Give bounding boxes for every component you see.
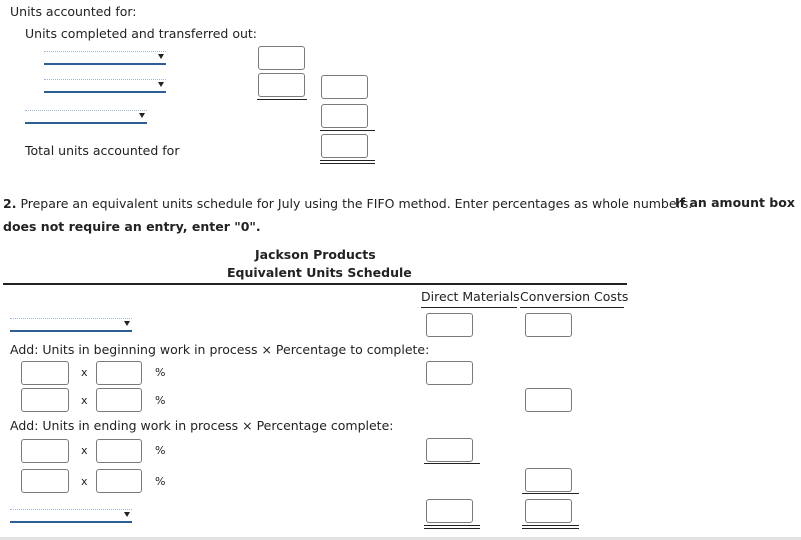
- completed-amount-input-2[interactable]: [258, 73, 305, 97]
- percent-symbol: %: [155, 444, 166, 457]
- ending-units-input-1[interactable]: [21, 439, 69, 463]
- chevron-down-icon: [124, 321, 130, 326]
- times-symbol: x: [81, 475, 88, 488]
- total-units-double-rule: [320, 160, 375, 164]
- completed-category-select-2[interactable]: [44, 79, 166, 93]
- schedule-first-category-select[interactable]: [10, 318, 132, 332]
- chevron-down-icon: [124, 512, 130, 517]
- company-name: Jackson Products: [255, 247, 376, 262]
- part2-instruction-bold: If an amount box does not require an entry, enter "0".: [3, 195, 795, 234]
- first-row-dm-input[interactable]: [426, 313, 473, 337]
- percent-symbol: %: [155, 475, 166, 488]
- total-units-input[interactable]: [321, 134, 368, 158]
- schedule-header-rule: [3, 283, 627, 285]
- column-header-direct-materials: Direct Materials: [421, 289, 520, 304]
- percent-symbol: %: [155, 366, 166, 379]
- ending-cc-input[interactable]: [525, 468, 572, 492]
- total-units-rule: [320, 130, 375, 131]
- part2-number: 2.: [3, 196, 17, 211]
- ending-percent-input-2[interactable]: [96, 469, 142, 493]
- beginning-units-input-1[interactable]: [21, 361, 69, 385]
- completed-total-input[interactable]: [321, 75, 368, 99]
- completed-amount-input-1[interactable]: [258, 46, 305, 70]
- ending-cc-rule: [522, 493, 579, 494]
- schedule-total-category-select[interactable]: [10, 509, 132, 523]
- column-header-cc-rule: [520, 307, 624, 308]
- chevron-down-icon: [158, 54, 164, 59]
- total-cc-double-rule: [522, 525, 579, 529]
- ending-wip-amount-input[interactable]: [321, 104, 368, 128]
- total-cc-input[interactable]: [525, 499, 572, 523]
- beginning-cc-input[interactable]: [525, 388, 572, 412]
- units-completed-label: Units completed and transferred out:: [25, 26, 258, 41]
- beginning-percent-input-1[interactable]: [96, 361, 142, 385]
- total-units-label: Total units accounted for: [25, 143, 180, 158]
- percent-symbol: %: [155, 394, 166, 407]
- total-dm-input[interactable]: [426, 499, 473, 523]
- times-symbol: x: [81, 394, 88, 407]
- ending-wip-category-select[interactable]: [25, 110, 147, 124]
- ending-dm-rule: [424, 463, 480, 464]
- ending-percent-input-1[interactable]: [96, 439, 142, 463]
- column-header-dm-rule: [421, 307, 517, 308]
- first-row-cc-input[interactable]: [525, 313, 572, 337]
- chevron-down-icon: [158, 82, 164, 87]
- ending-units-input-2[interactable]: [21, 469, 69, 493]
- add-ending-wip-label: Add: Units in ending work in process × Percentage complete:: [10, 418, 394, 433]
- times-symbol: x: [81, 444, 88, 457]
- units-accounted-heading: Units accounted for:: [10, 4, 137, 19]
- times-symbol: x: [81, 366, 88, 379]
- schedule-title: Equivalent Units Schedule: [227, 265, 412, 280]
- completed-subtotal-rule: [257, 99, 307, 100]
- completed-category-select-1[interactable]: [44, 51, 166, 65]
- chevron-down-icon: [139, 113, 145, 118]
- part2-instruction-text: Prepare an equivalent units schedule for July using the FIFO method. Enter percentages as whole numbers.: [20, 196, 693, 211]
- ending-dm-input[interactable]: [426, 438, 473, 462]
- beginning-units-input-2[interactable]: [21, 388, 69, 412]
- beginning-dm-input[interactable]: [426, 361, 473, 385]
- column-header-conversion-costs: Conversion Costs: [520, 289, 629, 304]
- add-beginning-wip-label: Add: Units in beginning work in process × Percentage to complete:: [10, 342, 430, 357]
- total-dm-double-rule: [424, 525, 480, 529]
- beginning-percent-input-2[interactable]: [96, 388, 142, 412]
